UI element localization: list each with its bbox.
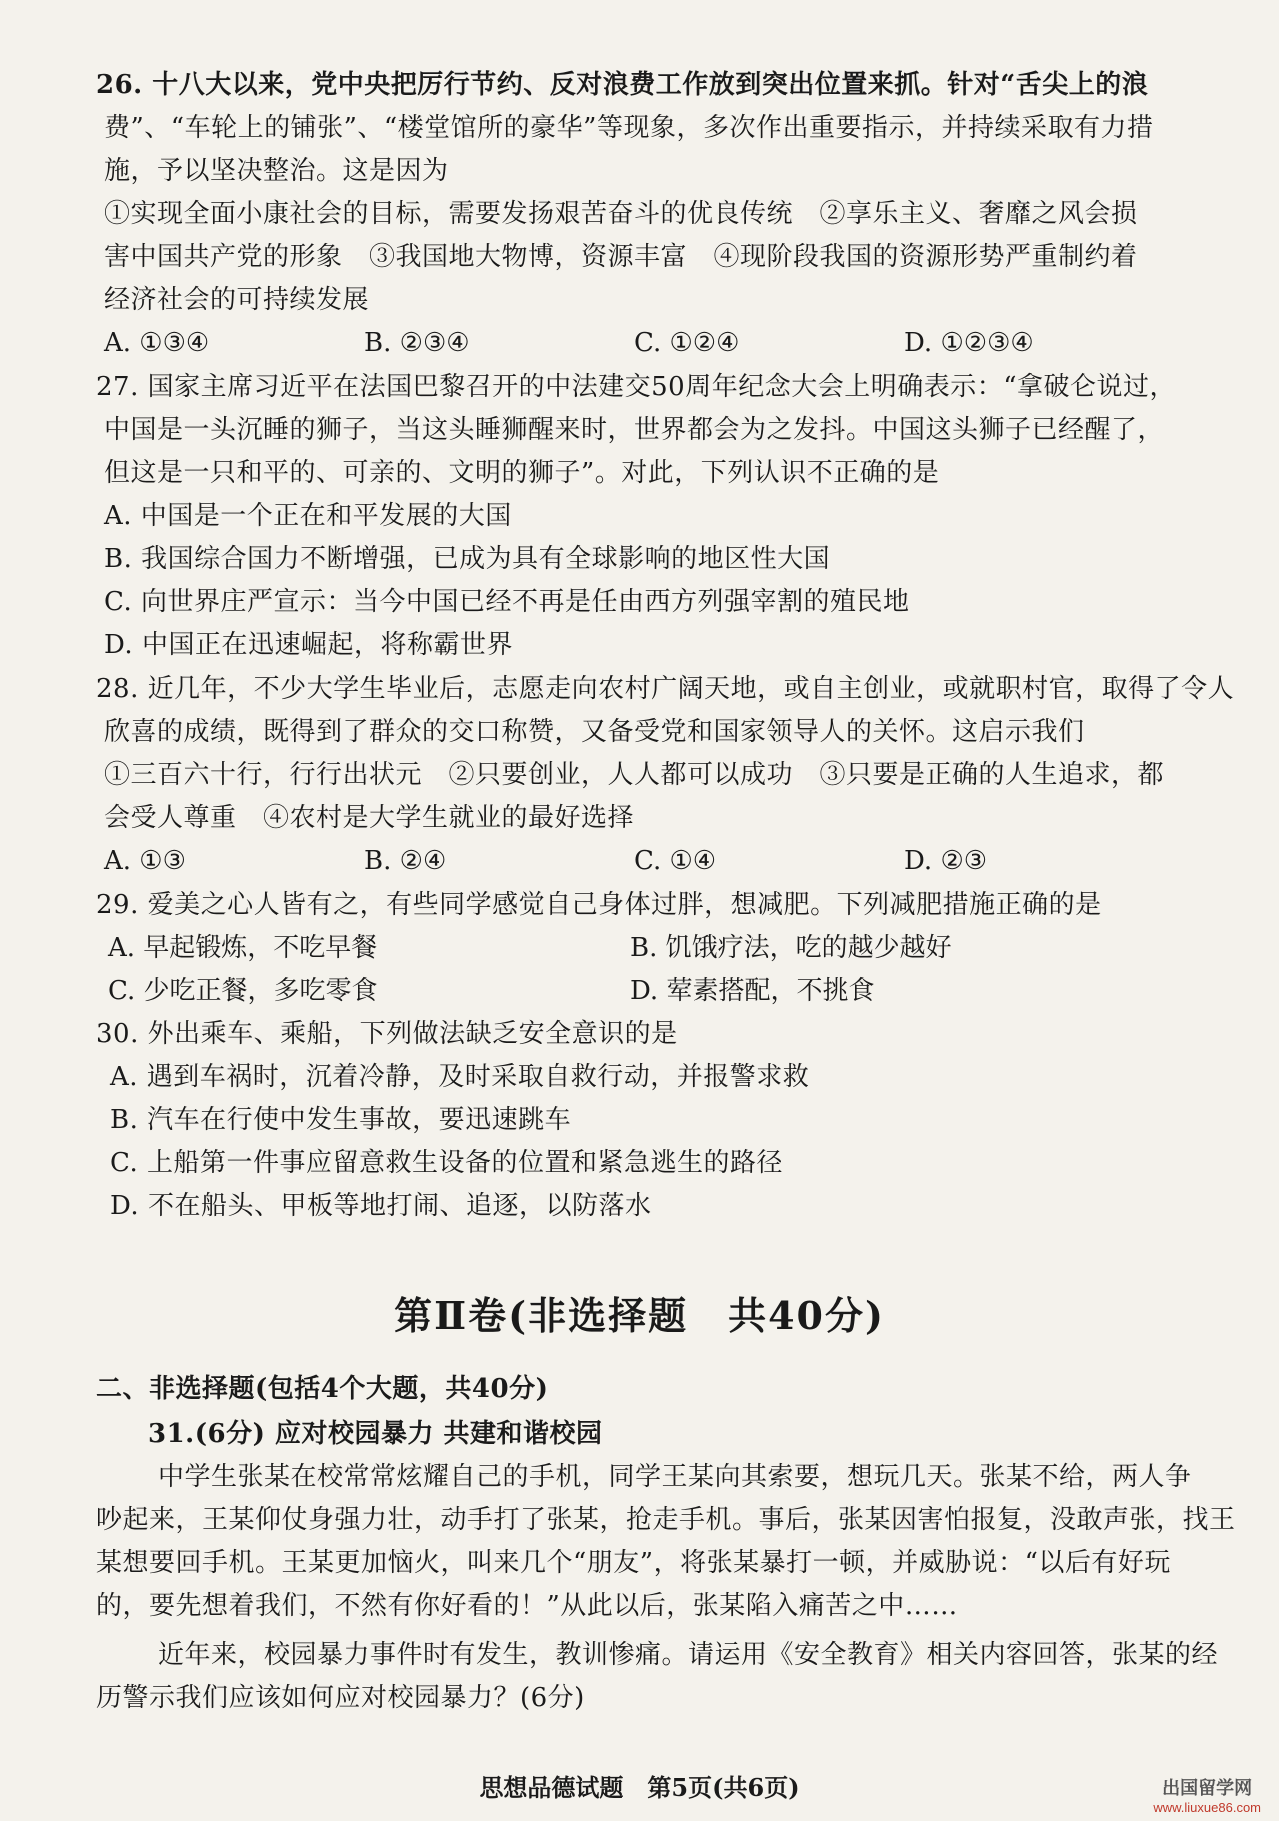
q29-stem: 29. 爱美之心人皆有之，有些同学感觉自己身体过胖，想减肥。下列减肥措施正确的是: [96, 890, 1102, 920]
page-footer: 思想品德试题 第5页(共6页): [479, 1773, 800, 1802]
q29-options-row1: [104, 927, 1240, 970]
watermark-site-name: 出国留学网: [1162, 1778, 1253, 1798]
q27-option-d: D. 中国正在迅速崛起，将称霸世界: [104, 630, 513, 660]
q27-line: 27. 国家主席习近平在法国巴黎召开的中法建交50周年纪念大会上明确表示：“拿破仑说过，: [96, 372, 1176, 402]
q27-option-a: A. 中国是一个正在和平发展的大国: [104, 501, 512, 531]
q26-line: 26. 十八大以来，党中央把厉行节约、反对浪费工作放到突出位置来抓。针对“舌尖上的浪: [96, 70, 1149, 100]
question-28: [96, 668, 1240, 883]
q28-option-d: D. ②③: [904, 846, 988, 876]
q29-options-row2: [104, 970, 1240, 1013]
q28-line: 欣喜的成绩，既得到了群众的交口称赞，又备受党和国家领导人的关怀。这启示我们: [104, 717, 1085, 747]
q30-option-c: C. 上船第一件事应留意救生设备的位置和紧急逃生的路径: [110, 1148, 783, 1178]
question-30: [96, 1013, 1240, 1228]
q30-option-b: B. 汽车在行使中发生事故，要迅速跳车: [110, 1105, 572, 1135]
q30-option-a: A. 遇到车祸时，沉着冷静，及时采取自救行动，并报警求救: [110, 1062, 810, 1092]
question-31: [96, 1413, 1240, 1720]
q31-paragraph1-line: 中学生张某在校常常炫耀自己的手机，同学王某向其索要，想玩几天。张某不给，两人争: [158, 1462, 1192, 1492]
q28-line: 会受人尊重 ④农村是大学生就业的最好选择: [104, 803, 635, 833]
q26-line: 经济社会的可持续发展: [104, 285, 370, 315]
q31-paragraph1-line: 某想要回手机。王某更加恼火，叫来几个“朋友”，将张某暴打一顿，并威胁说：“以后有好玩: [96, 1548, 1171, 1578]
q28-options: [104, 840, 1240, 883]
q26-line: 害中国共产党的形象 ③我国地大物博，资源丰富 ④现阶段我国的资源形势严重制约着: [104, 242, 1138, 272]
q26-line: 施，予以坚决整治。这是因为: [104, 156, 449, 186]
q26-line: ①实现全面小康社会的目标，需要发扬艰苦奋斗的优良传统 ②享乐主义、奢靡之风会损: [104, 199, 1138, 229]
q30-option-d: D. 不在船头、甲板等地打闹、追逐，以防落水: [110, 1191, 652, 1221]
q26-option-c: C. ①②④: [634, 328, 740, 358]
section-title: 第Ⅱ卷(非选择题 共40分): [394, 1293, 885, 1338]
q29-option-b: B. 饥饿疗法，吃的越少越好: [630, 933, 952, 963]
q26-options: [104, 322, 1240, 365]
q26-option-a: A. ①③④: [104, 328, 210, 358]
q27-option-c: C. 向世界庄严宣示：当今中国已经不再是任由西方列强宰割的殖民地: [104, 587, 910, 617]
q27-option-b: B. 我国综合国力不断增强，已成为具有全球影响的地区性大国: [104, 544, 831, 574]
q29-option-d: D. 荤素搭配，不挑食: [630, 976, 875, 1006]
q31-paragraph1-line: 的，要先想着我们，不然有你好看的！”从此以后，张某陷入痛苦之中……: [96, 1591, 958, 1621]
q26-option-b: B. ②③④: [364, 328, 470, 358]
q27-line: 中国是一头沉睡的狮子，当这头睡狮醒来时，世界都会为之发抖。中国这头狮子已经醒了，: [104, 415, 1165, 445]
q28-option-b: B. ②④: [364, 846, 447, 876]
q28-option-c: C. ①④: [634, 846, 717, 876]
question-29: [96, 884, 1240, 1013]
site-watermark: [1153, 1774, 1261, 1815]
q28-option-a: A. ①③: [104, 846, 186, 876]
q31-paragraph2-line: 近年来，校园暴力事件时有发生，教训惨痛。请运用《安全教育》相关内容回答，张某的经: [158, 1640, 1219, 1670]
q30-stem: 30. 外出乘车、乘船，下列做法缺乏安全意识的是: [96, 1019, 678, 1049]
section-subtitle: 二、非选择题(包括4个大题，共40分): [96, 1374, 549, 1404]
q29-option-a: A. 早起锻炼，不吃早餐: [108, 933, 378, 963]
q29-option-c: C. 少吃正餐，多吃零食: [108, 976, 378, 1006]
q31-paragraph2-line: 历警示我们应该如何应对校园暴力？(6分): [96, 1683, 585, 1713]
q31-heading: 31.(6分) 应对校园暴力 共建和谐校园: [148, 1419, 603, 1449]
q28-line: ①三百六十行，行行出状元 ②只要创业，人人都可以成功 ③只要是正确的人生追求，都: [104, 760, 1165, 790]
q26-line: 费”、“车轮上的铺张”、“楼堂馆所的豪华”等现象，多次作出重要指示，并持续采取有力措: [104, 113, 1154, 143]
watermark-url: www.liuxue86.com: [1153, 1800, 1261, 1815]
q31-paragraph1-line: 吵起来，王某仰仗身强力壮，动手打了张某，抢走手机。事后，张某因害怕报复，没敢声张，找王: [96, 1505, 1236, 1535]
q28-line: 28. 近几年，不少大学生毕业后，志愿走向农村广阔天地，或自主创业，或就职村官，取得了令人: [96, 674, 1235, 704]
section-subtitle-block: [96, 1368, 1232, 1411]
question-26: [96, 64, 1240, 365]
q27-line: 但这是一只和平的、可亲的、文明的狮子”。对此，下列认识不正确的是: [104, 458, 940, 488]
question-27: [96, 366, 1240, 667]
q26-option-d: D. ①②③④: [904, 328, 1034, 358]
